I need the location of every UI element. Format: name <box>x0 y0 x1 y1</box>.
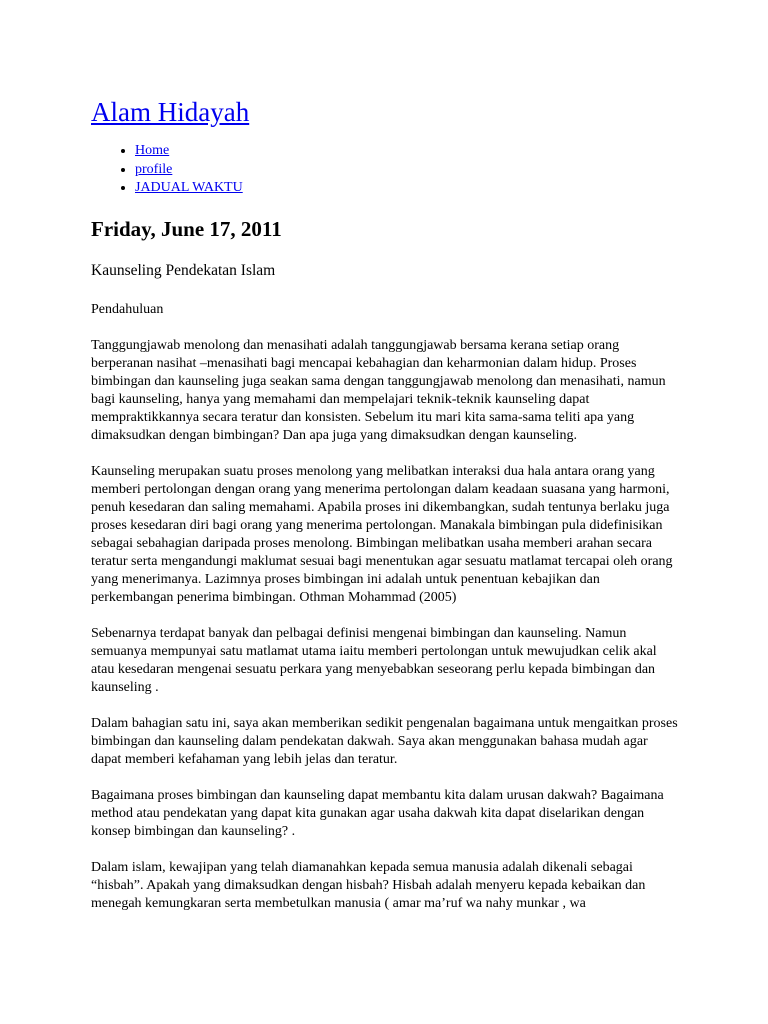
blog-title-link[interactable]: Alam Hidayah <box>91 97 250 127</box>
nav-item-profile <box>135 161 691 180</box>
post-paragraph: Kaunseling merupakan suatu proses menolong yang melibatkan interaksi dua hala antara orang yang memberi pertolongan dengan orang yang menerima pertolongan dalam keadaan suasana yang harmoni, penuh kesedaran dan saling memahami. Apabila proses ini dikembangkan, sudah tentunya berlaku juga proses kesedaran diri bagi orang yang menerima pertolongan. Manakala bimbingan pula didefinisikan sebagai sebahagian daripada proses menolong. Bimbingan melibatkan usaha memberi arahan secara teratur serta mengandungi maklumat sesuai bagi menentukan agar sesuatu matlamat tercapai oleh orang yang menerimanya. Lazimnya proses bimbingan ini adalah untuk penentuan kebajikan dan perkembangan penerima bimbingan. Othman Mohammad (2005) <box>91 463 673 605</box>
post-date: Friday, June 17, 2011 <box>91 216 282 241</box>
post-title: Kaunseling Pendekatan Islam <box>91 261 276 279</box>
post-paragraph: Dalam bahagian satu ini, saya akan memberikan sedikit pengenalan bagaimana untuk mengaitkan proses bimbingan dan kaunseling dalam pendekatan dakwah. Saya akan menggunakan bahasa mudah agar dapat memberi kefahaman yang lebih jelas dan teratur. <box>91 715 678 767</box>
nav-item-home <box>135 142 691 161</box>
post-body <box>91 301 691 913</box>
post-paragraph: Bagaimana proses bimbingan dan kaunseling dapat membantu kita dalam urusan dakwah? Bagaimana method atau pendekatan yang dapat kita gunakan agar usaha dakwah kita dapat diselarikan dengan konsep bimbingan dan kaunseling? . <box>91 787 664 839</box>
post-paragraph-intro-heading: Pendahuluan <box>91 301 164 317</box>
nav-link-home[interactable]: Home <box>135 143 170 158</box>
nav-menu <box>91 142 691 198</box>
blog-title <box>91 0 691 129</box>
post-paragraph: Sebenarnya terdapat banyak dan pelbagai definisi mengenai bimbingan dan kaunseling. Namun semuanya mempunyai satu matlamat utama iaitu memberi pertolongan untuk mewujudkan celik akal atau kesedaran mengenai sesuatu perkara yang menyebabkan seseorang perlu kepada bimbingan dan kaunseling . <box>91 625 657 695</box>
nav-item-jadual-waktu <box>135 179 691 198</box>
post-paragraph: Dalam islam, kewajipan yang telah diamanahkan kepada semua manusia adalah dikenali sebagai “hisbah”. Apakah yang dimaksudkan dengan hisbah? Hisbah adalah menyeru kepada kebaikan dan menegah kemungkaran serta membetulkan manusia ( amar ma’ruf wa nahy munkar , wa <box>91 859 646 911</box>
nav-link-profile[interactable]: profile <box>135 161 173 177</box>
post-paragraph: Tanggungjawab menolong dan menasihati adalah tanggungjawab bersama kerana setiap orang berperanan nasihat –menasihati bagi mencapai kebahagian dan keharmonian dalam hidup. Proses bimbingan dan kaunseling juga seakan sama dengan tanggungjawab menolong dan menasihati, namun bagi kaunseling, hanya yang memahami dan mempelajari teknik-teknik kaunseling dapat mempraktikkannya secara teratur dan konsisten. Sebelum itu mari kita sama-sama teliti apa yang dimaksudkan dengan bimbingan? Dan apa juga yang dimaksudkan dengan kaunseling. <box>91 337 666 443</box>
nav-link-jadual-waktu[interactable]: JADUAL WAKTU <box>135 180 243 195</box>
